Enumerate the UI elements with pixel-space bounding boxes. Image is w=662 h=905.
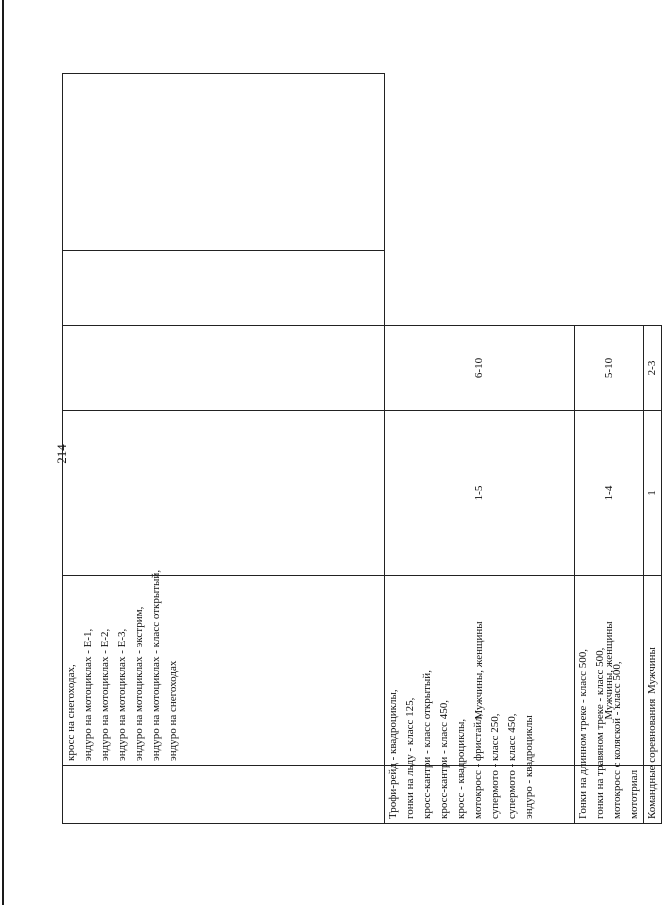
count-cell bbox=[63, 326, 385, 411]
count-cell: 1-5 bbox=[385, 411, 575, 576]
list-item: Трофи-рейд - квадроциклы, bbox=[387, 689, 399, 819]
table-row bbox=[385, 74, 575, 824]
list-item: эндуро на мотоциклах - Е-2, bbox=[99, 628, 112, 761]
disciplines-cell bbox=[63, 569, 385, 766]
list-item: эндуро на мотоциклах - Е-1, bbox=[82, 628, 95, 761]
empty-cell bbox=[63, 74, 385, 251]
rotated-table bbox=[62, 74, 659, 824]
page-edge-line bbox=[2, 0, 4, 905]
table-container bbox=[62, 74, 659, 824]
list-item: мотокросс с коляской - класс 500, bbox=[611, 661, 624, 819]
participants-cell: Мужчины bbox=[644, 576, 662, 766]
participants-cell: Мужчины, женщины bbox=[385, 576, 575, 766]
disciplines-table bbox=[62, 73, 662, 824]
disciplines-cell bbox=[644, 698, 662, 824]
list-item: Командные соревнования bbox=[646, 698, 659, 819]
participants-cell bbox=[63, 411, 385, 576]
list-item: кросс-кантри - класс открытый, bbox=[421, 670, 434, 819]
list-item: эндуро - квадроциклы bbox=[523, 715, 536, 819]
range-cell: 2-3 bbox=[644, 326, 662, 411]
list-item: эндуро на мотоциклах - Е-3, bbox=[116, 628, 129, 761]
list-item: гонки на травяном треке - класс 500, bbox=[594, 647, 607, 819]
list-item: супермото - класс 250, bbox=[489, 713, 502, 819]
page-number: 214 bbox=[54, 444, 69, 464]
table-row bbox=[63, 74, 385, 824]
list-item: эндуро на мотоциклах - класс открытый, bbox=[150, 569, 163, 761]
count-cell: 1 bbox=[644, 411, 662, 576]
list-item: эндуро на мотоциклах - экстрим, bbox=[133, 606, 146, 761]
list-item: эндуро на снегоходах bbox=[167, 660, 180, 761]
list-item: мотокросс - фристайл, bbox=[472, 713, 485, 819]
participants-cell: Мужчины, женщины bbox=[575, 576, 644, 766]
list-item: кросс - квадроциклы, bbox=[455, 718, 468, 819]
list-item: гонки на льду - класс 125, bbox=[404, 697, 417, 819]
range-cell bbox=[63, 251, 385, 326]
list-item: кросс-кантри - класс 450, bbox=[438, 700, 451, 819]
range-cell: 6-10 bbox=[385, 326, 575, 411]
empty-cell bbox=[63, 766, 385, 824]
list-item: мототриал bbox=[628, 769, 641, 819]
table-row bbox=[644, 74, 662, 824]
table-row bbox=[575, 74, 644, 824]
list-item: кросс на снегоходах, bbox=[65, 664, 77, 761]
list-item: супермото - класс 450, bbox=[506, 713, 519, 819]
range-cell: 5-10 bbox=[575, 326, 644, 411]
list-item: Гонки на длинном треке - класс 500, bbox=[577, 649, 589, 819]
count-cell: 1-4 bbox=[575, 411, 644, 576]
